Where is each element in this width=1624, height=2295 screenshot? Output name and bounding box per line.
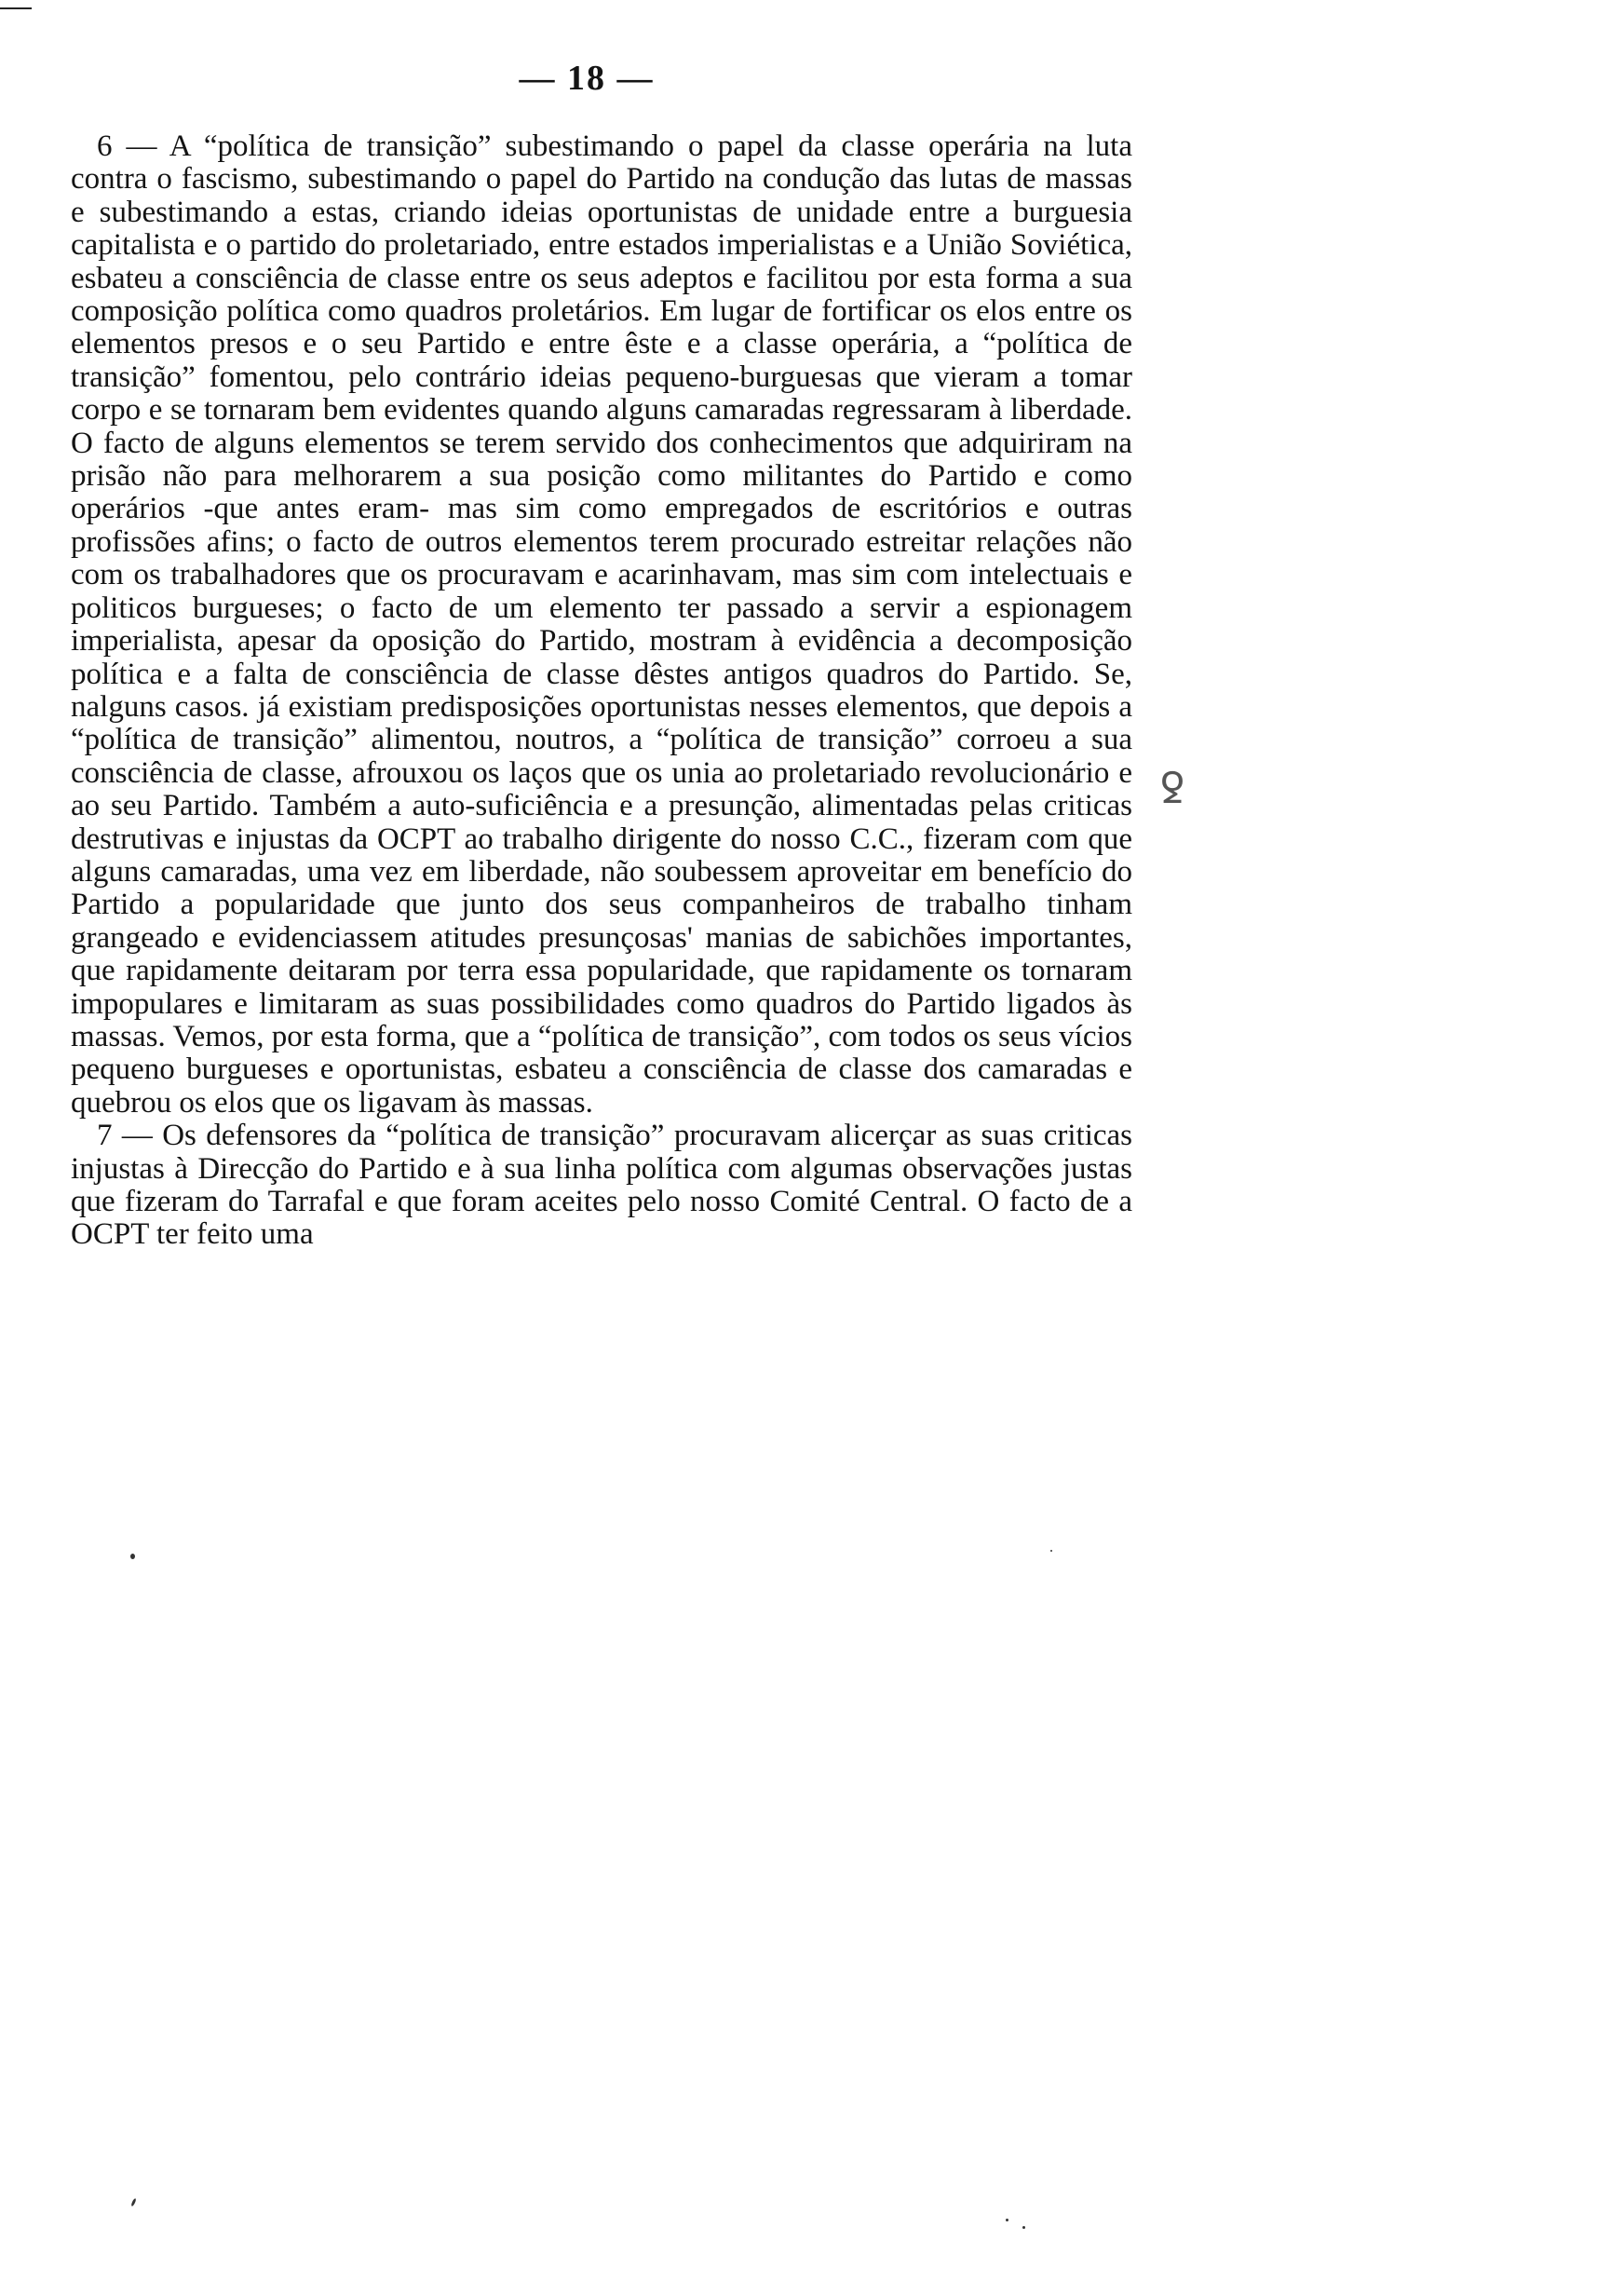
scan-speck xyxy=(130,1554,135,1559)
body-text xyxy=(71,130,1132,1252)
scan-edge-mark xyxy=(0,7,32,9)
paragraph-6: 6 — A “política de transição” subestimando o papel da classe operária na luta contra o fascismo, subestimando o papel do Partido na condução das lutas de massas e subestimando a estas, criando ideias oportunistas de unidade entre a burguesia capitalista e o partido do proletariado, entre estados imperialistas e a União Soviética, esbateu a consciência de classe entre os seus adeptos e facilitou por esta forma a sua composição política como quadros proletários. Em lugar de fortificar os elos entre os elementos presos e o seu Partido e entre êste e a classe operária, a “política de transição” fomentou, pelo contrário ideias pequeno-burguesas que vieram a tomar corpo e se tornaram bem evidentes quando alguns camaradas regressaram à liberdade. O facto de alguns elementos se terem servido dos conhecimentos que adquiriram na prisão não para melhorarem a sua posição como militantes do Partido e como operários -que antes eram- mas sim como empregados de escritórios e outras profissões afins; o facto de outros elementos terem procurado estreitar relações não com os trabalhadores que os procuravam e acarinhavam, mas sim com intelectuais e politicos burgueses; o facto de um elemento ter passado a servir a espionagem imperialista, apesar da oposição do Partido, mostram à evidência a decomposição política e a falta de consciência de classe dêstes antigos quadros do Partido. Se, nalguns casos. já existiam predisposições oportunistas nesses elementos, que depois a “política de transição” alimentou, noutros, a “política de transição” corroeu a sua consciência de classe, afrouxou os laços que os unia ao proletariado revolucionário e ao seu Partido. Também a auto-suficiência e a presunção, alimentadas pelas criticas destrutivas e injustas da OCPT ao trabalho dirigente do nosso C.C., fizeram com que alguns camaradas, uma vez em liberdade, não soubessem aproveitar em benefício do Partido a popularidade que junto dos seus companheiros de trabalho tinham grangeado e evidenciassem atitudes presunçosas' manias de sabichões importantes, que rapidamente deitaram por terra essa popularidade, que rapidamente os tornaram impopulares e limitaram as suas possibilidades como quadros do Partido ligados às massas. Vemos, por esta forma, que a “política de transição”, com todos os seus vícios pequeno burgueses e oportunistas, esbateu a consciência de classe dos camaradas e quebrou os elos que os ligavam às massas. xyxy=(71,129,1132,1120)
scan-speck xyxy=(130,2198,137,2207)
scan-speck xyxy=(1006,2219,1008,2221)
paragraph-7: 7 — Os defensores da “política de transição” procuravam alicerçar as suas criticas injustas à Direcção do Partido e à sua linha política com algumas observações justas que fizeram do Tarrafal e que foram aceites pelo nosso Comité Central. O facto de a OCPT ter feito uma xyxy=(71,1119,1132,1252)
page-number: — 18 — xyxy=(519,59,655,98)
handwritten-margin-mark: ꝿ xyxy=(1160,767,1184,812)
scan-speck xyxy=(1022,2226,1025,2229)
scan-speck xyxy=(1050,1550,1052,1552)
